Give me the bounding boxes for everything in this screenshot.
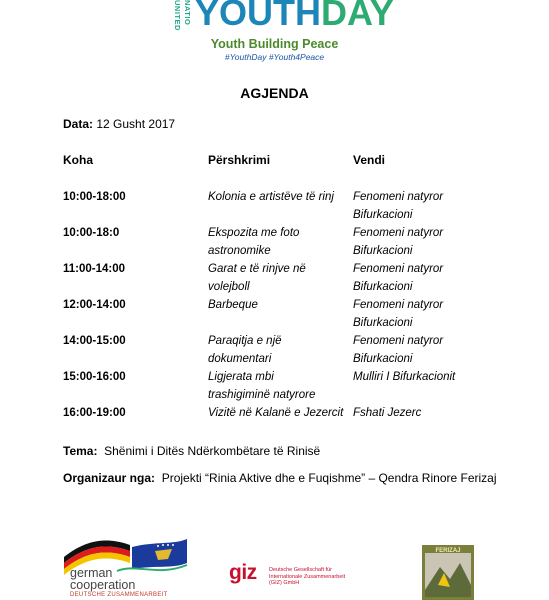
title-part-3: DAY bbox=[321, 0, 394, 33]
agenda-description bbox=[208, 297, 348, 315]
organizer-label: Organizaur nga: bbox=[63, 471, 156, 485]
agenda-place-line: Bifurkacioni bbox=[353, 208, 413, 221]
ferizaj-crest-logo bbox=[420, 545, 476, 600]
agenda-time: 14:00-15:00 bbox=[63, 335, 126, 347]
date-label: Data: bbox=[63, 117, 94, 131]
agenda-place bbox=[353, 297, 463, 332]
agenda-description-line: trashigiminë natyrore bbox=[208, 388, 316, 401]
agenda-place bbox=[353, 261, 463, 296]
agenda-description-line: Kolonia e artistëve të rinj bbox=[208, 191, 334, 203]
date-value: 12 Gusht 2017 bbox=[96, 117, 176, 131]
theme-value: Shënimi i Ditës Ndërkombëtare të Rinisë bbox=[104, 444, 321, 458]
agenda-time: 10:00-18:00 bbox=[63, 191, 126, 203]
agenda-place-line: Mulliri I Bifurkacionit bbox=[353, 371, 456, 383]
organizer-line bbox=[63, 471, 497, 485]
agenda-place-line: Bifurkacioni bbox=[353, 280, 413, 293]
agenda-description-line: astronomike bbox=[208, 244, 271, 257]
agenda-place bbox=[353, 225, 463, 260]
column-header-time: Koha bbox=[63, 153, 93, 167]
agenda-place-line: Fenomeni natyror bbox=[353, 299, 444, 311]
agenda-description bbox=[208, 333, 348, 368]
agenda-place-line: Fenomeni natyror bbox=[353, 191, 444, 203]
agenda-place-line: Bifurkacioni bbox=[353, 352, 413, 365]
date-line bbox=[63, 117, 175, 131]
agenda-description bbox=[208, 261, 348, 296]
banner-hashtags: #YouthDay #Youth4Peace bbox=[224, 52, 325, 62]
united-nations-vertical-text-1: UNITED bbox=[173, 0, 182, 31]
agenda-place-line: Fshati Jezerc bbox=[353, 407, 422, 419]
agenda-description bbox=[208, 189, 348, 207]
column-header-description: Përshkrimi bbox=[208, 153, 271, 167]
agenda-place-line: Bifurkacioni bbox=[353, 244, 413, 257]
cooperation-line: cooperation bbox=[70, 578, 136, 592]
agenda-description-line: Ekspozita me foto bbox=[208, 227, 300, 239]
agenda-time: 15:00-16:00 bbox=[63, 371, 126, 383]
agenda-description-line: dokumentari bbox=[208, 352, 272, 365]
agenda-heading: AGJENDA bbox=[240, 85, 309, 101]
giz-logo-text: Deutsche Gesellschaft für Internationale Zusammenarbeit (GIZ) GmbH bbox=[269, 567, 346, 586]
title-part-1: Y bbox=[195, 0, 220, 33]
title-part-2: OUTH bbox=[219, 0, 322, 33]
agenda-place-line: Bifurkacioni bbox=[353, 316, 413, 329]
agenda-description bbox=[208, 405, 348, 423]
agenda-description-line: Barbeque bbox=[208, 299, 258, 311]
agenda-place-line: Fenomeni natyror bbox=[353, 335, 444, 347]
agenda-description-line: Paraqitja e një bbox=[208, 335, 282, 347]
theme-label: Tema: bbox=[63, 444, 98, 458]
agenda-description-line: volejboll bbox=[208, 280, 250, 293]
agenda-place bbox=[353, 333, 463, 368]
agenda-place bbox=[353, 369, 463, 387]
agenda-description-line: Vizitë në Kalanë e Jezercit bbox=[208, 407, 344, 419]
banner-subtitle: Youth Building Peace bbox=[210, 37, 339, 51]
theme-line bbox=[63, 444, 320, 458]
agenda-place bbox=[353, 405, 463, 423]
agenda-description bbox=[208, 225, 348, 260]
united-nations-vertical-text-2: NATIO bbox=[183, 0, 192, 26]
agenda-time: 12:00-14:00 bbox=[63, 299, 126, 311]
column-header-place: Vendi bbox=[353, 153, 386, 167]
agenda-place-line: Fenomeni natyror bbox=[353, 227, 444, 239]
german-cooperation-text bbox=[70, 567, 135, 591]
agenda-description-line: Ligjerata mbi bbox=[208, 371, 274, 383]
agenda-time: 16:00-19:00 bbox=[63, 407, 126, 419]
agenda-description-line: Garat e të rinjve në bbox=[208, 263, 306, 275]
agenda-place-line: Fenomeni natyror bbox=[353, 263, 444, 275]
agenda-time: 10:00-18:0 bbox=[63, 227, 120, 239]
youth-day-title bbox=[195, 0, 394, 34]
agenda-time: 11:00-14:00 bbox=[63, 263, 126, 275]
german-line: german bbox=[70, 566, 113, 580]
ferizaj-label: FERIZAJ bbox=[435, 548, 461, 554]
agenda-description bbox=[208, 369, 348, 404]
giz-logo-word: giz bbox=[229, 561, 257, 584]
agenda-place bbox=[353, 189, 463, 224]
deutsche-zusammenarbeit-text: DEUTSCHE ZUSAMMENARBEIT bbox=[70, 592, 168, 598]
youth-day-banner bbox=[0, 0, 549, 70]
organizer-value: Projekti “Rinia Aktive dhe e Fuqishme” – Qendra Rinore Ferizaj bbox=[161, 471, 497, 485]
